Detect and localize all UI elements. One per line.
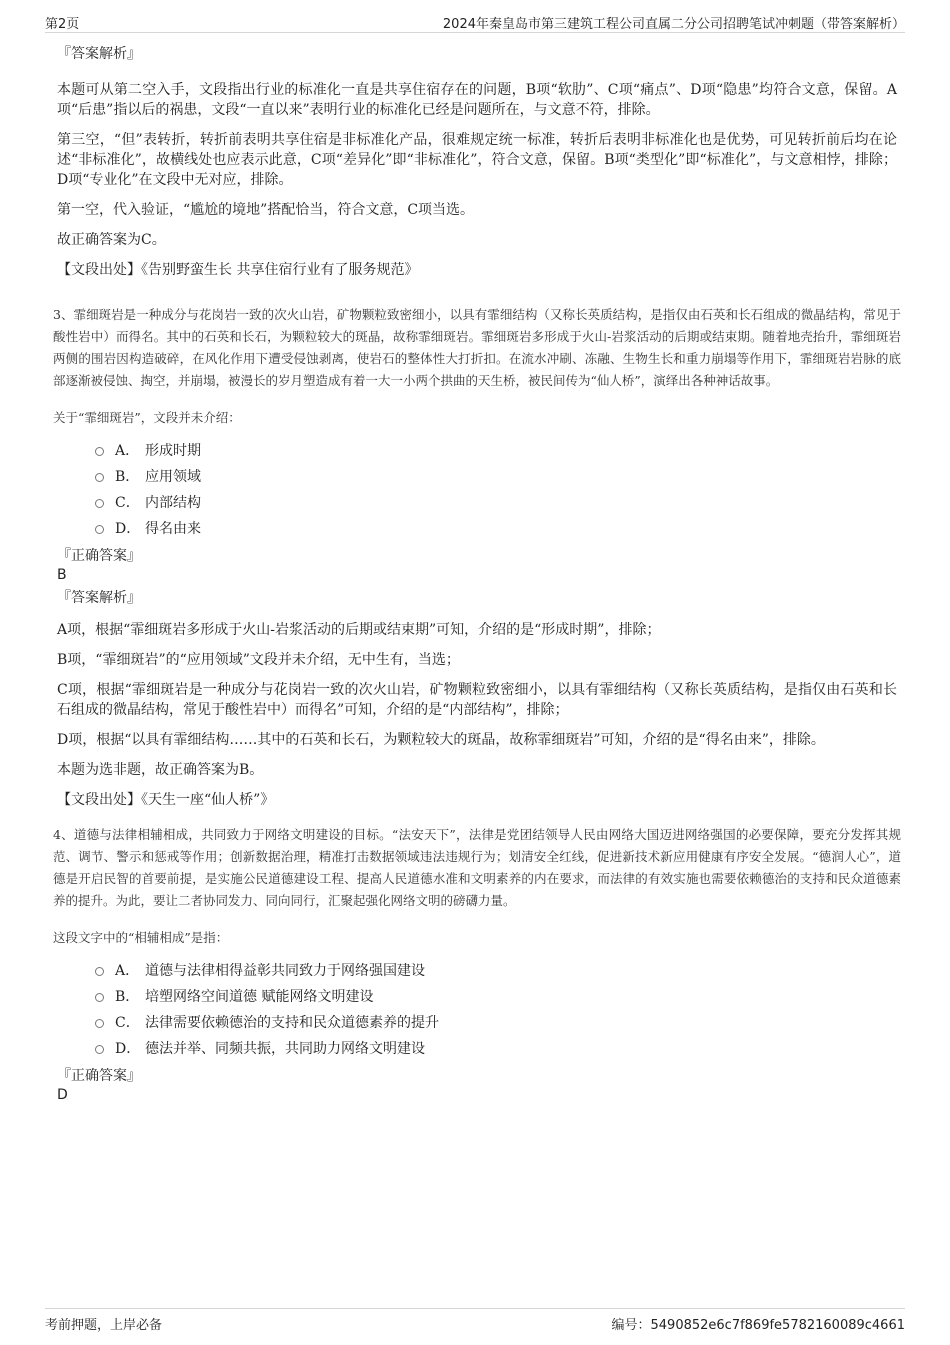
analysis-paragraph: 第一空，代入验证，“尴尬的境地”搭配恰当，符合文意，C项当选。 — [57, 202, 475, 218]
analysis-paragraph: D项，根据“以具有霏细结构……其中的石英和长石，为颗粒较大的斑晶，故称霏细斑岩”可知，介绍的是“得名由来”，排除。 — [57, 732, 825, 748]
analysis-paragraph: 故正确答案为C。 — [57, 232, 166, 248]
option-a[interactable]: A． 形成时期 — [95, 438, 897, 464]
analysis-paragraph: 第三空，“但”表转折，转折前表明共享住宿是非标准化产品，很难规定统一标准，转折后表明非标准化也是优势，可见转折前后均在论述“非标准化”，故横线处也应表示此意，C项“差异化”即“非标准化”，符合文意，保留。B项“类型化”即“标准化”，与文意相悖，排除；D项“专业化”在文段中无对应，排除。 — [57, 132, 897, 188]
radio-button[interactable] — [95, 525, 104, 534]
option-a[interactable]: A． 道德与法律相得益彰共同致力于网络强国建设 — [95, 958, 897, 984]
analysis-paragraph: C项，根据“霏细斑岩是一种成分与花岗岩一致的次火山岩，矿物颗粒致密细小，以具有霏细结构（又称长英质结构，是指仅由石英和长石组成的微晶结构，常见于酸性岩中）而得名”可知，介绍的是“内部结构”，排除； — [57, 682, 897, 718]
analysis-paragraph: B项，“霏细斑岩”的“应用领域”文段并未介绍，无中生有，当选； — [57, 652, 460, 668]
page-number: 第2页 — [45, 17, 80, 32]
radio-button[interactable] — [95, 967, 104, 976]
source-citation: 【文段出处】《天生一座“仙人桥”》 — [57, 792, 275, 808]
analysis-label-top: 『答案解析』 — [57, 46, 141, 62]
page-content — [53, 40, 901, 1104]
option-b[interactable]: B． 培塑网络空间道德 赋能网络文明建设 — [95, 984, 897, 1010]
radio-button[interactable] — [95, 447, 104, 456]
option-d[interactable]: D． 得名由来 — [95, 516, 897, 542]
question-4-prompt: 这段文字中的“相辅相成”是指： — [53, 930, 229, 945]
document-id: 编号：5490852e6c7f869fe5782160089c4661 — [611, 1318, 905, 1333]
option-d[interactable]: D． 德法并举、同频共振，共同助力网络文明建设 — [95, 1036, 897, 1062]
radio-button[interactable] — [95, 1045, 104, 1054]
answer-value: B — [57, 567, 67, 583]
question-3-prompt: 关于“霏细斑岩”，文段并未介绍： — [53, 410, 241, 425]
option-c[interactable]: C． 法律需要依赖德治的支持和民众道德素养的提升 — [95, 1010, 897, 1036]
document-title: 2024年秦皇岛市第三建筑工程公司直属二分公司招聘笔试冲刺题（带答案解析） — [442, 17, 905, 32]
answer-value: D — [57, 1087, 68, 1103]
source-citation: 【文段出处】《告别野蛮生长 共享住宿行业有了服务规范》 — [57, 262, 419, 278]
radio-button[interactable] — [95, 499, 104, 508]
analysis-paragraph: 本题为选非题，故正确答案为B。 — [57, 762, 264, 778]
option-b[interactable]: B． 应用领域 — [95, 464, 897, 490]
footer-slogan: 考前押题，上岸必备 — [45, 1318, 163, 1333]
question-3-text: 3、霏细斑岩是一种成分与花岗岩一致的次火山岩，矿物颗粒致密细小，以具有霏细结构（又称长英质结构，是指仅由石英和长石组成的微晶结构，常见于酸性岩中）而得名。其中的石英和长石，为颗粒较大的斑晶，故称霏细斑岩。霏细斑岩多形成于火山-岩浆活动的后期或结束期。随着地壳抬升，霏细斑岩两侧的围岩因构造破碎，在风化作用下遭受侵蚀剥离，使岩石的整体性大打折扣。在流水冲刷、冻融、生物生长和重力崩塌等作用下，霏细斑岩岩脉的底部逐渐被侵蚀、掏空，并崩塌，被漫长的岁月塑造成有着一大一小两个拱曲的天生桥，被民间传为“仙人桥”，演绎出各种神话故事。 — [53, 307, 901, 388]
answer-label: 『正确答案』 — [57, 1068, 141, 1084]
analysis-paragraph: 本题可从第二空入手，文段指出行业的标准化一直是共享住宿存在的问题，B项“软肋”、C项“痛点”、D项“隐患”均符合文意，保留。A项“后患”指以后的祸患，文段“一直以来”表明行业的标准化已经是问题所在，与文意不符，排除。 — [57, 82, 897, 118]
question-4-options — [95, 958, 897, 1062]
option-c[interactable]: C． 内部结构 — [95, 490, 897, 516]
question-3-options — [95, 438, 897, 542]
answer-label: 『正确答案』 — [57, 548, 141, 564]
analysis-label: 『答案解析』 — [57, 590, 141, 606]
page-header — [45, 10, 905, 33]
radio-button[interactable] — [95, 993, 104, 1002]
page-footer — [45, 1308, 905, 1331]
analysis-paragraph: A项，根据“霏细斑岩多形成于火山-岩浆活动的后期或结束期”可知，介绍的是“形成时期”，排除； — [57, 622, 661, 638]
radio-button[interactable] — [95, 1019, 104, 1028]
question-4-text: 4、道德与法律相辅相成，共同致力于网络文明建设的目标。“法安天下”，法律是党团结领导人民由网络大国迈进网络强国的必要保障，要充分发挥其规范、调节、警示和惩戒等作用；创新数据治理，精准打击数据领域违法违规行为；划清安全红线，促进新技术新应用健康有序安全发展。“德润人心”，道德是开启民智的首要前提，是实施公民道德建设工程、提高人民道德水准和文明素养的内在要求，而法律的有效实施也需要依赖德治的支持和民众道德素养的提升。为此，要让二者协同发力、同向同行，汇聚起强化网络文明的磅礴力量。 — [53, 827, 901, 908]
radio-button[interactable] — [95, 473, 104, 482]
